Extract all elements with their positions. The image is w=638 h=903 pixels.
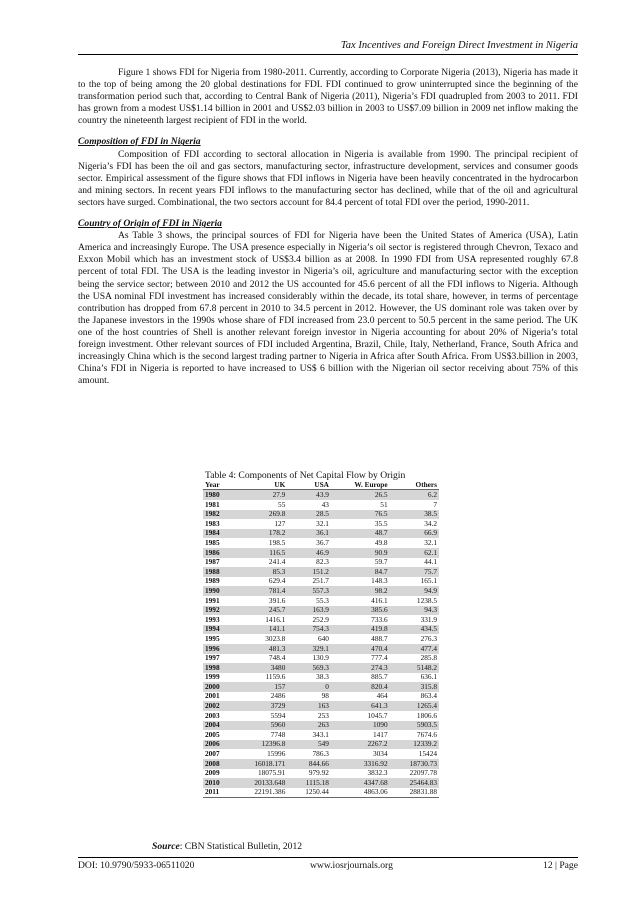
table-row xyxy=(203,701,439,711)
value-cell: 151.2 xyxy=(287,567,331,577)
value-cell: 253 xyxy=(318,710,329,720)
year-cell: 1998 xyxy=(203,663,232,673)
value-cell: 3729 xyxy=(232,701,287,711)
year-cell: 1981 xyxy=(205,499,220,509)
value-cell: 754.3 xyxy=(287,625,331,635)
value-cell: 36.7 xyxy=(316,537,329,547)
year-cell: 1991 xyxy=(205,595,220,605)
value-cell: 130.9 xyxy=(312,653,329,663)
value-cell: 165.1 xyxy=(420,576,437,586)
table-row xyxy=(203,586,439,596)
value-cell: 5960 xyxy=(232,721,287,731)
year-cell: 1997 xyxy=(205,653,220,663)
value-cell: 569.3 xyxy=(287,663,331,673)
year-cell: 1999 xyxy=(205,672,220,682)
value-cell: 640 xyxy=(318,633,329,643)
value-cell: 27.9 xyxy=(232,490,287,500)
value-cell: 48.7 xyxy=(331,529,390,539)
year-cell: 2004 xyxy=(203,721,232,731)
value-cell: 198.5 xyxy=(268,537,286,547)
value-cell: 127 xyxy=(274,518,286,528)
year-cell: 1986 xyxy=(203,548,232,558)
table-row xyxy=(203,577,439,587)
value-cell: 62.1 xyxy=(390,548,439,558)
table-row xyxy=(203,682,439,692)
value-cell: 116.5 xyxy=(232,548,287,558)
value-cell: 3034 xyxy=(373,749,388,759)
value-cell: 285.8 xyxy=(420,653,437,663)
table-row xyxy=(203,721,439,731)
value-cell: 777.4 xyxy=(371,653,388,663)
value-cell: 733.6 xyxy=(371,614,388,624)
value-cell: 18075.91 xyxy=(257,768,286,778)
table-row xyxy=(203,596,439,606)
value-cell: 276.3 xyxy=(420,633,437,643)
value-cell: 3023.8 xyxy=(265,633,286,643)
header-rule xyxy=(78,54,578,55)
year-cell: 2009 xyxy=(205,768,220,778)
value-cell: 28831.88 xyxy=(390,788,439,798)
table-row xyxy=(203,654,439,664)
section-heading-composition: Composition of FDI in Nigeria xyxy=(78,136,201,148)
year-cell: 1995 xyxy=(205,633,220,643)
value-cell: 786.3 xyxy=(312,749,329,759)
table-row xyxy=(203,519,439,529)
value-cell: 94.9 xyxy=(390,586,439,596)
value-cell: 844.66 xyxy=(287,759,331,769)
year-cell: 1993 xyxy=(205,614,220,624)
table-row xyxy=(203,634,439,644)
value-cell: 1115.18 xyxy=(287,778,331,788)
year-cell: 2010 xyxy=(203,778,232,788)
year-cell: 2006 xyxy=(203,740,232,750)
year-cell: 1983 xyxy=(205,518,220,528)
table-row xyxy=(203,615,439,625)
value-cell: 18730.73 xyxy=(390,759,439,769)
footer-doi: DOI: 10.9790/5933-06511020 xyxy=(78,860,195,871)
value-cell: 979.92 xyxy=(308,768,329,778)
article-body xyxy=(78,67,578,387)
value-cell: 863.4 xyxy=(420,691,437,701)
value-cell: 20133.648 xyxy=(232,778,287,788)
value-cell: 629.4 xyxy=(268,576,286,586)
value-cell: 245.7 xyxy=(232,606,287,616)
value-cell: 34.2 xyxy=(424,518,437,528)
value-cell: 2267.2 xyxy=(331,740,390,750)
table-row xyxy=(203,558,439,568)
value-cell: 481.3 xyxy=(232,644,287,654)
table-row xyxy=(203,740,439,750)
table-row xyxy=(203,692,439,702)
value-cell: 163 xyxy=(287,701,331,711)
year-cell: 1996 xyxy=(203,644,232,654)
year-cell: 2008 xyxy=(203,759,232,769)
value-cell: 5148.2 xyxy=(390,663,439,673)
value-cell: 15424 xyxy=(418,749,437,759)
value-cell: 331.9 xyxy=(420,614,437,624)
value-cell: 477.4 xyxy=(390,644,439,654)
value-cell: 4863.06 xyxy=(331,788,390,798)
value-cell: 163.9 xyxy=(287,606,331,616)
running-title: Tax Incentives and Foreign Direct Investment in Nigeria xyxy=(340,40,578,51)
year-cell: 1989 xyxy=(205,576,220,586)
value-cell: 343.1 xyxy=(312,729,329,739)
paragraph-composition: Composition of FDI according to sectoral allocation in Nigeria is available from 1990. The principal recipient of Nigeria’s FDI has been the oil and gas sectors, manufacturing sector, infrastructure development, services and consumer goods sector. Empirical assessment of the figure shows that FDI inflows in Nigeria have been heavily concentrated in the hydrocarbon and mining sectors. In recent years FDI inflows to the manufacturing sector has declined, while that of the oil and agricultural sectors have surged. Combinational, the two sectors account for 84.4 percent of total FDI over the period, 1990-2011. xyxy=(78,148,578,208)
section-heading-country-origin: Country of Origin of FDI in Nigeria xyxy=(78,218,222,230)
table-row xyxy=(203,749,439,759)
value-cell: 98 xyxy=(321,691,329,701)
year-cell: 2011 xyxy=(203,788,232,798)
value-cell: 26.5 xyxy=(331,490,390,500)
year-cell: 1984 xyxy=(203,529,232,539)
table-row xyxy=(203,529,439,539)
table-row xyxy=(203,788,439,798)
table-row xyxy=(203,625,439,635)
value-cell: 1265.4 xyxy=(390,701,439,711)
value-cell: 157 xyxy=(232,682,287,692)
value-cell: 43.9 xyxy=(287,490,331,500)
value-cell: 6.2 xyxy=(390,490,439,500)
value-cell: 44.1 xyxy=(424,557,437,567)
value-cell: 252.9 xyxy=(312,614,329,624)
table-row xyxy=(203,711,439,721)
value-cell: 748.4 xyxy=(268,653,286,663)
value-cell: 7 xyxy=(433,499,437,509)
value-cell: 1159.6 xyxy=(265,672,286,682)
value-cell: 3316.92 xyxy=(331,759,390,769)
table-source xyxy=(152,841,302,852)
value-cell: 35.5 xyxy=(374,518,388,528)
value-cell: 43 xyxy=(321,499,329,509)
year-cell: 2001 xyxy=(205,691,220,701)
source-label: Source xyxy=(152,841,180,852)
value-cell: 141.1 xyxy=(232,625,287,635)
year-cell: 2002 xyxy=(203,701,232,711)
value-cell: 391.6 xyxy=(268,595,286,605)
value-cell: 49.8 xyxy=(374,537,388,547)
year-cell: 1980 xyxy=(203,490,232,500)
value-cell: 385.6 xyxy=(331,606,390,616)
table-row xyxy=(203,490,439,500)
column-header: UK xyxy=(232,481,287,490)
value-cell: 464 xyxy=(376,691,388,701)
source-text: : CBN Statistical Bulletin, 2012 xyxy=(179,841,303,852)
value-cell: 2486 xyxy=(270,691,286,701)
value-cell: 51 xyxy=(380,499,388,509)
value-cell: 82.3 xyxy=(316,557,329,567)
value-cell: 434.5 xyxy=(390,625,439,635)
value-cell: 76.5 xyxy=(331,510,390,520)
column-header: USA xyxy=(287,481,331,490)
paragraph-country-origin: As Table 3 shows, the principal sources of FDI for Nigeria have been the United States of America (USA), Latin America and increasingly Europe. The USA presence especially in Nigeria’s oil sector is registered through Chevron, Texaco and Exxon Mobil which has an investment stock of US$3.4 billion as at 2008. In 1990 FDI from USA represented roughly 67.8 percent of total FDI. The USA is the leading investor in Nigeria’s oil, agriculture and manufacturing sector with the exception being the service sector; between 2010 and 2012 the US accounted for 45.6 percent of all the FDI inflows to Nigeria. Although the USA nominal FDI investment has increased considerably within the decade, its total share, however, in terms of percentage contribution has dropped from 67.8 percent in 2010 to 34.5 percent in 2012. However, the US dominant role was taken over by the Japanese investors in the 1990s whose share of FDI increased from 23.0 percent to 50.5 percent in the same period. The UK one of the host countries of Shell is another relevant foreign investor in Nigeria accounting for about 20% of Nigeria’s total foreign investment. Other relevant sources of FDI included Argentina, Brazil, Chile, Italy, Netherland, France, South Africa and increasingly China which is the second largest trading partner to Nigeria in Africa after South Africa. From US$3.billion in 2003, China’s FDI in Nigeria is reported to have increased to US$ 6 billion with the Nigerian oil sector receiving about 75% of this amount. xyxy=(78,230,578,387)
table-row xyxy=(203,644,439,654)
year-cell: 1992 xyxy=(203,606,232,616)
table-row xyxy=(203,778,439,788)
value-cell: 28.5 xyxy=(287,510,331,520)
value-cell: 94.3 xyxy=(390,606,439,616)
table-caption: Table 4: Components of Net Capital Flow by Origin xyxy=(205,470,406,481)
value-cell: 3480 xyxy=(232,663,287,673)
value-cell: 75.7 xyxy=(390,567,439,577)
table-row xyxy=(203,759,439,769)
value-cell: 55.3 xyxy=(316,595,329,605)
value-cell: 59.7 xyxy=(374,557,388,567)
value-cell: 1806.6 xyxy=(416,710,437,720)
value-cell: 3832.3 xyxy=(367,768,388,778)
value-cell: 251.7 xyxy=(312,576,329,586)
year-cell: 1982 xyxy=(203,510,232,520)
table-row xyxy=(203,538,439,548)
value-cell: 781.4 xyxy=(232,586,287,596)
value-cell: 0 xyxy=(287,682,331,692)
value-cell: 269.8 xyxy=(232,510,287,520)
value-cell: 1417 xyxy=(373,729,388,739)
year-cell: 1990 xyxy=(203,586,232,596)
value-cell: 36.1 xyxy=(287,529,331,539)
value-cell: 557.3 xyxy=(287,586,331,596)
value-cell: 55 xyxy=(278,499,286,509)
value-cell: 32.1 xyxy=(316,518,329,528)
value-cell: 98.2 xyxy=(331,586,390,596)
value-cell: 263 xyxy=(287,721,331,731)
column-header: W. Europe xyxy=(331,481,390,490)
value-cell: 1250.44 xyxy=(287,788,331,798)
value-cell: 470.4 xyxy=(331,644,390,654)
value-cell: 1045.7 xyxy=(367,710,388,720)
table-row xyxy=(203,548,439,558)
value-cell: 1416.1 xyxy=(265,614,286,624)
value-cell: 4347.68 xyxy=(331,778,390,788)
value-cell: 22191.386 xyxy=(232,788,287,798)
value-cell: 84.7 xyxy=(331,567,390,577)
value-cell: 7748 xyxy=(270,729,286,739)
value-cell: 12339.2 xyxy=(390,740,439,750)
value-cell: 178.2 xyxy=(232,529,287,539)
value-cell: 12396.8 xyxy=(232,740,287,750)
value-cell: 885.7 xyxy=(371,672,388,682)
value-cell: 1238.5 xyxy=(416,595,437,605)
value-cell: 15996 xyxy=(267,749,286,759)
table-row xyxy=(203,663,439,673)
value-cell: 549 xyxy=(287,740,331,750)
value-cell: 32.1 xyxy=(424,537,437,547)
value-cell: 315.8 xyxy=(390,682,439,692)
value-cell: 488.7 xyxy=(371,633,388,643)
value-cell: 419.8 xyxy=(331,625,390,635)
table-row xyxy=(203,567,439,577)
table-row xyxy=(203,673,439,683)
value-cell: 16018.171 xyxy=(232,759,287,769)
table-row xyxy=(203,510,439,520)
capital-flow-table xyxy=(203,481,439,798)
year-cell: 2000 xyxy=(203,682,232,692)
value-cell: 90.9 xyxy=(331,548,390,558)
value-cell: 329.1 xyxy=(287,644,331,654)
footer-site-link[interactable]: www.iosrjournals.org xyxy=(310,860,393,871)
table-row xyxy=(203,606,439,616)
footer-rule xyxy=(78,857,578,858)
value-cell: 1090 xyxy=(331,721,390,731)
year-cell: 2005 xyxy=(205,729,220,739)
year-cell: 2003 xyxy=(205,710,220,720)
paragraph-fdi-overview: Figure 1 shows FDI for Nigeria from 1980-2011. Currently, according to Corporate Nigeria (2013), Nigeria has made it to the top of being among the 20 global destinations for FDI. FDI continued to grow uninterrupted since the beginning of the transformation period such that, according to Central Bank of Nigeria (2011), Nigeria’s FDI quadrupled from 2003 to 2011. FDI has grown from a modest US$1.14 billion in 2001 and US$2.03 billion in 2003 to US$7.09 billion in 2009 net inflow making the country the nineteenth largest recipient of FDI in the world. xyxy=(78,67,578,127)
value-cell: 85.3 xyxy=(232,567,287,577)
value-cell: 66.9 xyxy=(390,529,439,539)
year-cell: 1985 xyxy=(205,537,220,547)
year-cell: 1987 xyxy=(205,557,220,567)
value-cell: 38.3 xyxy=(316,672,329,682)
table-row xyxy=(203,730,439,740)
value-cell: 416.1 xyxy=(371,595,388,605)
value-cell: 641.3 xyxy=(331,701,390,711)
value-cell: 5594 xyxy=(270,710,286,720)
year-cell: 2007 xyxy=(205,749,220,759)
year-cell: 1988 xyxy=(203,567,232,577)
table-body xyxy=(203,490,439,798)
value-cell: 38.5 xyxy=(390,510,439,520)
value-cell: 274.3 xyxy=(331,663,390,673)
value-cell: 820.4 xyxy=(331,682,390,692)
table-row xyxy=(203,500,439,510)
column-header: Year xyxy=(203,481,232,490)
value-cell: 148.3 xyxy=(371,576,388,586)
table-row xyxy=(203,769,439,779)
page-footer xyxy=(78,860,578,872)
table-header-row xyxy=(203,481,439,490)
year-cell: 1994 xyxy=(203,625,232,635)
footer-page-number: 12 | Page xyxy=(543,860,578,871)
value-cell: 241.4 xyxy=(268,557,286,567)
value-cell: 7674.6 xyxy=(416,729,437,739)
value-cell: 25464.83 xyxy=(390,778,439,788)
value-cell: 5903.5 xyxy=(390,721,439,731)
value-cell: 46.9 xyxy=(287,548,331,558)
value-cell: 22097.78 xyxy=(409,768,437,778)
column-header: Others xyxy=(390,481,439,490)
value-cell: 636.1 xyxy=(420,672,437,682)
